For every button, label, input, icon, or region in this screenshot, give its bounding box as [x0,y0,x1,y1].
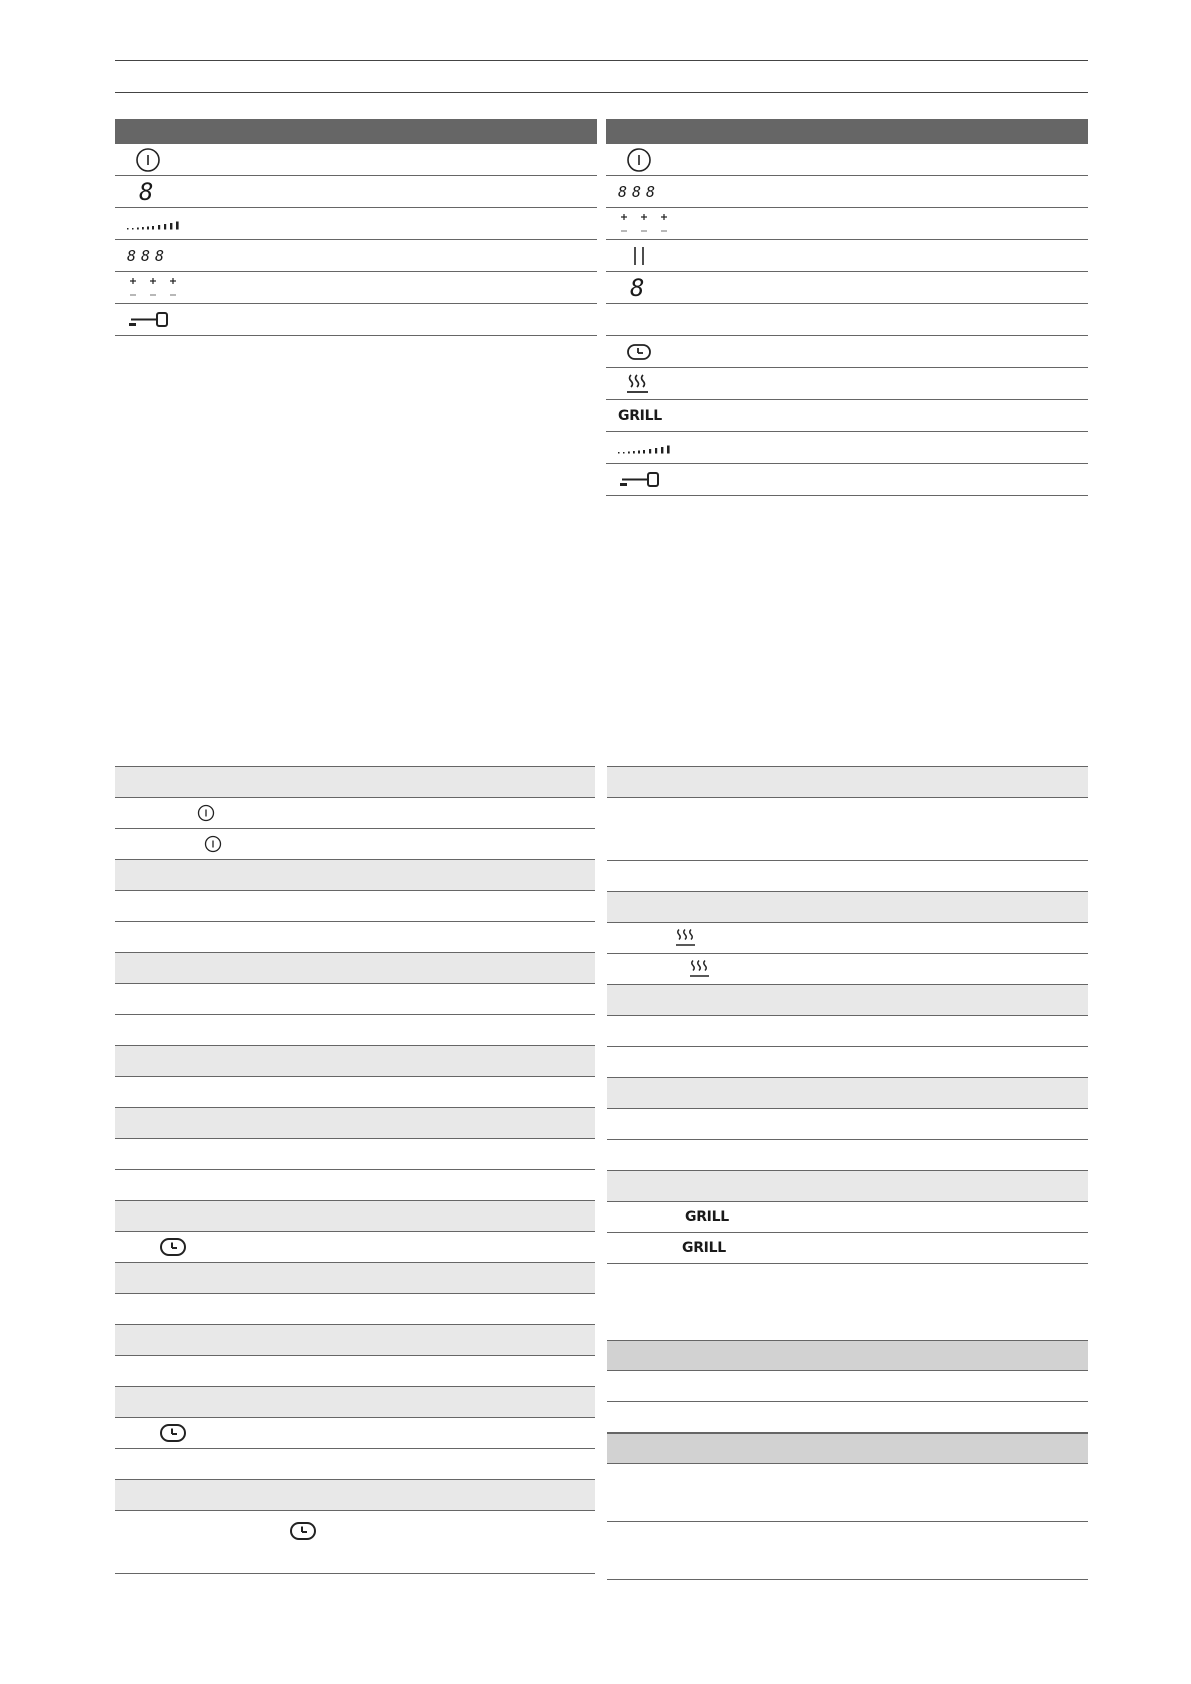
key-lock-icon [618,471,660,489]
right-list-section [607,985,1088,1016]
plus-minus-icon [127,276,179,300]
left-list-row [115,1449,595,1480]
left-row-plus-minus [115,272,597,304]
key-lock-icon [127,311,169,329]
right-list-row-tall [607,1522,1088,1580]
right-list-row [607,923,1088,954]
right-list-section [607,1340,1088,1371]
power-icon [626,147,652,173]
right-row-plus-minus [606,208,1088,240]
right-row-segment [606,176,1088,208]
right-list-section [607,1433,1088,1464]
right-list-row [607,1109,1088,1140]
left-list-row [115,1077,595,1108]
segment-display-icon: 888 [127,246,170,265]
left-list-section [115,1108,595,1139]
left-list-row [115,1356,595,1387]
right-list-row-tall [607,798,1088,861]
right-list-row [607,1371,1088,1402]
pause-icon [632,245,646,267]
right-row-key [606,464,1088,496]
left-list-section [115,1046,595,1077]
header-rule-bottom [115,92,1088,93]
left-list-section [115,1201,595,1232]
right-panel-header [606,119,1088,144]
left-list-row [115,829,595,860]
right-row-digit [606,272,1088,304]
left-list-table [115,766,595,1574]
right-list-table-secondary [607,1340,1088,1580]
level-bar-icon [618,442,674,454]
left-list-row [115,891,595,922]
power-icon [197,804,215,822]
right-list-row [607,861,1088,892]
segment-display-icon: 888 [618,182,661,201]
heat-icon [689,959,711,979]
left-row-level [115,208,597,240]
left-list-row-tall [115,1511,595,1574]
heat-icon [675,928,697,948]
timer-icon [626,343,652,361]
right-row-level [606,432,1088,464]
right-list-row [607,1140,1088,1171]
timer-icon [159,1423,187,1443]
left-list-row [115,922,595,953]
right-list-table [607,766,1088,1264]
grill-icon: GRILL [682,1240,726,1256]
left-list-row [115,1170,595,1201]
right-list-row [607,1233,1088,1264]
right-list-section [607,1078,1088,1109]
right-list-row [607,1016,1088,1047]
right-list-row-tall [607,1464,1088,1522]
left-list-row [115,798,595,829]
timer-icon [289,1521,317,1541]
left-list-section [115,953,595,984]
left-list-section [115,860,595,891]
right-row-timer [606,336,1088,368]
left-list-row [115,984,595,1015]
power-icon [204,835,222,853]
digit-display-icon: 8 [139,177,154,206]
right-list-row [607,1202,1088,1233]
level-bar-icon [127,218,183,230]
left-list-section [115,1387,595,1418]
plus-minus-icon [618,212,670,236]
digit-display-icon: 8 [630,273,645,302]
left-list-row [115,1418,595,1449]
left-list-row [115,1015,595,1046]
right-row-power [606,144,1088,176]
right-list-row [607,1047,1088,1078]
left-row-key [115,304,597,336]
right-list-section [607,1171,1088,1202]
header-rule-top [115,60,1088,61]
grill-icon: GRILL [618,407,662,424]
left-list-row [115,1294,595,1325]
right-row-pause [606,240,1088,272]
left-list-row [115,1139,595,1170]
right-list-row [607,1402,1088,1433]
right-row-grill [606,400,1088,432]
right-list-section [607,767,1088,798]
grill-icon: GRILL [685,1209,729,1225]
left-row-segment [115,240,597,272]
left-row-power [115,144,597,176]
right-row-heat [606,368,1088,400]
left-row-digit [115,176,597,208]
right-icon-panel [606,119,1088,496]
right-list-row [607,954,1088,985]
left-list-section [115,767,595,798]
left-list-row [115,1232,595,1263]
left-panel-header [115,119,597,144]
left-icon-panel [115,119,597,336]
right-row-empty [606,304,1088,336]
power-icon [135,147,161,173]
heat-icon [626,373,650,395]
timer-icon [159,1237,187,1257]
left-list-section [115,1325,595,1356]
left-list-section [115,1263,595,1294]
left-list-section [115,1480,595,1511]
right-list-section [607,892,1088,923]
